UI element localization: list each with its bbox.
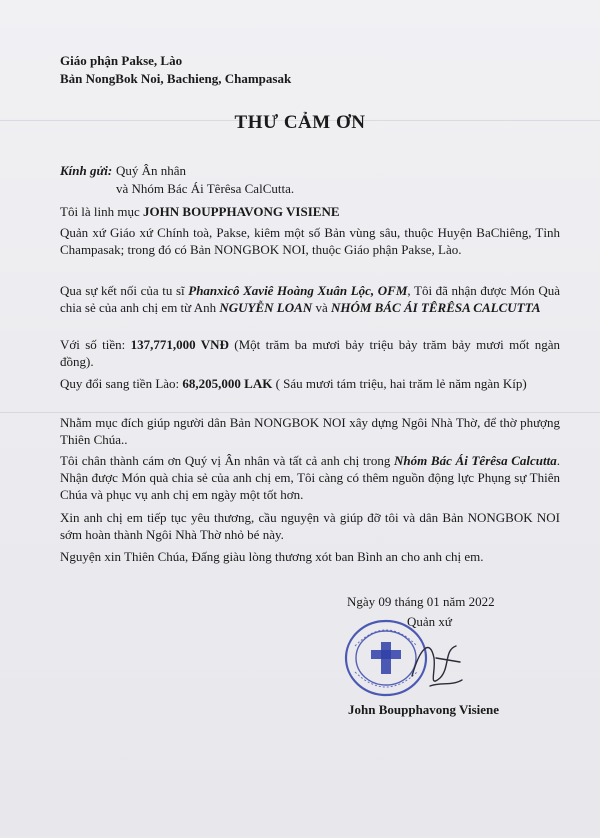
greeting-label: Kính gửi: — [60, 163, 113, 178]
intro-paragraph — [60, 203, 560, 220]
letter-title: THƯ CẢM ƠN — [234, 112, 366, 133]
amount-vnd-paragraph — [60, 336, 560, 370]
paragraph-text: Quy đổi sang tiền Lào: — [60, 376, 183, 391]
parish-paragraph: Quản xứ Giáo xứ Chính toà, Pakse, kiêm một số Bản vùng sâu, thuộc Huyện BaChiêng, Tỉnh Champasak; trong đó có Bản NONGBOK NOI, thuộc Giáo phận Pakse, Lào. — [60, 225, 560, 257]
paragraph-text: . Nhận được Món quà chia sẻ của anh chị em, Tôi càng có thêm nguồn động lực Phụng sự Thiên Chúa và phục vụ anh chị em ngày một tốt hơn. — [60, 453, 560, 502]
priest-name: JOHN BOUPPHAVONG VISIENE — [143, 204, 340, 219]
handwritten-signature — [400, 628, 470, 698]
diocese-line: Giáo phận Pakse, Lào — [60, 53, 183, 68]
connection-paragraph — [60, 282, 560, 316]
paragraph-text: (Một trăm ba mươi bảy triệu bảy trăm bảy mươi mốt ngàn đồng). — [60, 337, 560, 369]
paper-fold — [0, 412, 600, 413]
blessing-paragraph: Nguyện xin Thiên Chúa, Đấng giàu lòng thương xót ban Bình an cho anh chị em. — [60, 549, 484, 564]
letter-date: Ngày 09 tháng 01 năm 2022 — [347, 594, 495, 609]
recipient-line: và Nhóm Bác Ái Têrêsa CalCutta. — [116, 181, 295, 196]
amount-vnd: 137,771,000 VNĐ — [130, 337, 229, 352]
signer-name: John Boupphavong Visiene — [348, 702, 500, 717]
amount-lak: 68,205,000 LAK — [182, 376, 273, 391]
paragraph-text: ( Sáu mươi tám triệu, hai trăm lẻ năm ngàn Kíp) — [272, 376, 527, 391]
friar-name: Phanxicô Xaviê Hoàng Xuân Lộc, OFM — [188, 283, 408, 298]
intro-text: Tôi là linh mục — [60, 204, 144, 219]
village-line: Bản NongBok Noi, Bachieng, Champasak — [60, 71, 292, 86]
group-name: Nhóm Bác Ái Têrêsa Calcutta — [394, 453, 557, 468]
paragraph-text: Tôi chân thành cám ơn Quý vị Ân nhân và tất cả anh chị trong — [60, 453, 395, 468]
thanks-paragraph — [60, 452, 560, 503]
purpose-paragraph: Nhằm mục đích giúp người dân Bản NONGBOK NOI xây dựng Ngôi Nhà Thờ, để thờ phượng Thiên Chúa.. — [60, 415, 560, 447]
group-name: NHÓM BÁC ÁI TÊRÊSA CALCUTTA — [330, 300, 541, 315]
paragraph-text: , Tôi đã nhận được Món Quà chia sẻ của anh chị em từ Anh — [60, 283, 560, 315]
paragraph-text: và — [312, 300, 331, 315]
letter-header — [60, 52, 291, 88]
paragraph-text: Với số tiền: — [60, 337, 131, 352]
amount-lak-paragraph — [60, 375, 560, 392]
recipient-line: Quý Ân nhân — [116, 163, 187, 178]
donor-name: NGUYỄN LOAN — [219, 300, 313, 315]
paragraph-text: Qua sự kết nối của tu sĩ — [60, 283, 189, 298]
signer-role: Quản xứ — [407, 614, 452, 629]
request-paragraph: Xin anh chị em tiếp tục yêu thương, cầu nguyện và giúp đỡ tôi và dân Bản NONGBOK NOI sớm hoàn thành Ngôi Nhà Thờ nhỏ bé này. — [60, 510, 560, 542]
